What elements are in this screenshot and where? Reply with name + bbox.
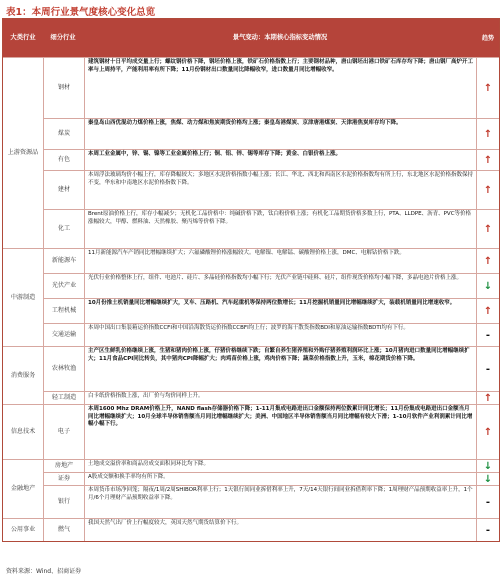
table-row — [43, 170, 499, 209]
description-cell: 我国天然气出厂价上行幅度较大，英国天然气期货结算价下行。 — [84, 519, 476, 541]
table-title: 表1：本周行业景气度核心变化总览 — [6, 7, 156, 18]
trend-arrow: ↑ — [476, 119, 499, 149]
group-upstream — [3, 57, 499, 248]
subsector-cell: 房地产 — [43, 460, 84, 472]
table-row — [43, 58, 499, 118]
trend-arrow: ↑ — [476, 150, 499, 170]
group-utilities — [3, 518, 499, 541]
trend-arrow: ↑ — [476, 210, 499, 248]
description-cell: 本周工业金属中，锌、锡、镍等工业金属价格上行；铜、铝、锌、锡等库存下降；黄金、白银价格上涨。 — [84, 150, 476, 170]
table-row — [43, 485, 499, 518]
description-cell: 本周中国出口集装箱运价指数CCFI和中国沿海散货运价指数CCBFI均上行；波罗的海干散货指数BDI和原油运输指数BDTI均有下行。 — [84, 324, 476, 346]
description-cell: 本周浮法玻璃均价小幅上行，库存降幅较大；多地区水泥价格指数小幅上涨；长江、华北、西北和西南区水泥价格指数均有所上行，东北地区水泥价格指数保持不变，华东和中南地区水泥价格指数下降。 — [84, 171, 476, 209]
subsector-cell: 轻工制造 — [43, 392, 84, 404]
description-cell: 建筑钢材十日平均成交量上行；螺纹钢价格下降，钢坯价格上涨，铁矿石价格指数上行；主要钢材品种，唐山钢坯出港口铁矿石库存均下降；唐山钢厂高炉开工率与上周持平，产能利用率有所下降；11月份钢材出口数量同比降幅收窄，进口数量月同比增幅收窄。 — [84, 58, 476, 118]
category-cell: 信息技术 — [10, 428, 36, 435]
subsector-cell: 电子 — [43, 405, 84, 459]
description-cell: 11月新能源汽车产销同比增幅继续扩大；六氟磷酸锂价格涨幅较大。电解镍、电解锰、碳酸锂价格上涨，DMC、电解钴价格下跌。 — [84, 249, 476, 273]
table-row — [43, 460, 499, 472]
description-cell: A股成交额和换手率均有所下降。 — [84, 473, 476, 485]
table-row — [43, 273, 499, 298]
trend-arrow: - — [476, 519, 499, 541]
table-row — [43, 519, 499, 541]
description-cell: 本周1600 Mhz DRAM价格上升，NAND flash存储器价格下降；1-11月集成电路进出口金额保持两位数累计同比增长；11月份集成电路进出口金额当月同比增幅继续扩大；10月全球半导体销售额当月同比增幅继续扩大；美洲、中国地区半导体销售额当月同比增幅有较大下滑；1-10月软件产业利润累计同比增幅小幅下行。 — [84, 405, 476, 459]
table-header — [3, 19, 499, 57]
description-cell: Brent原油价格上行，库存小幅减少；无机化工品价格中：纯碱价格下跌，钛白粉价格上涨；有机化工品期货价格多数上行，PTA、LLDPE、沥青、PVC等价格涨幅较大，甲醇、燃料油、天然橡胶、聚丙烯等价格下降。 — [84, 210, 476, 248]
subsector-cell: 化工 — [43, 210, 84, 248]
table-row — [43, 209, 499, 248]
table-row — [43, 347, 499, 391]
description-cell: 土地成交溢价率和商品房成交面积同环比均下降。 — [84, 460, 476, 472]
group-it — [3, 404, 499, 459]
subsector-cell: 农林牧渔 — [43, 347, 84, 391]
subsector-cell: 光伏产业 — [43, 274, 84, 298]
subsector-cell: 建材 — [43, 171, 84, 209]
description-cell: 秦皇岛山西优混动力煤价格上涨，焦煤、动力煤和焦炭期货价格均上涨；秦皇岛港煤炭、京津唐港煤炭、天津港焦炭库存均下降。 — [84, 119, 476, 149]
trend-arrow: ↑ — [476, 392, 499, 404]
table-row — [43, 298, 499, 323]
category-cell: 中游制造 — [10, 293, 36, 301]
category-cell: 消费服务 — [10, 371, 36, 379]
subsector-cell: 交通运输 — [43, 324, 84, 346]
category-cell: 上游资源品 — [7, 149, 39, 156]
trend-arrow: ↓ — [476, 473, 499, 485]
table-row — [43, 249, 499, 273]
header-category: 大类行业 — [10, 34, 36, 41]
trend-arrow: - — [476, 347, 499, 391]
trend-arrow: ↑ — [476, 171, 499, 209]
description-cell: 光伏行业价格整体上行，组件、电池片、硅片、多晶硅价格指数均小幅下行；光伏产业链中硅料、硅片，组件现货价格均小幅下降，多晶电池片价格上涨。 — [84, 274, 476, 298]
group-finance — [3, 459, 499, 518]
trend-arrow: ↑ — [476, 405, 499, 459]
trend-arrow: ↑ — [476, 58, 499, 118]
table-row — [43, 405, 499, 459]
header-trend: 趋势 — [481, 34, 494, 42]
trend-arrow: ↑ — [476, 299, 499, 323]
description-cell: 主产区生鲜乳价格继续上涨，生猪和猪肉价格上涨，仔猪价格继续下跌；自繁自养生猪养殖和外购仔猪养殖利润环比上涨；10月猪肉进口数量同比增幅继续扩大；11月食品CPI同比转负，其中猪肉CPI降幅扩大；肉鸡苗价格上涨，鸡肉价格下降；蔬菜价格指数上升，玉米，棉花期货价格下降。 — [84, 347, 476, 391]
subsector-cell: 煤炭 — [43, 119, 84, 149]
category-cell: 金融地产 — [10, 485, 36, 492]
trend-arrow: ↓ — [476, 460, 499, 472]
subsector-cell: 燃气 — [43, 519, 84, 541]
table-row — [43, 118, 499, 149]
trend-arrow: ↓ — [476, 274, 499, 298]
header-description: 景气变动：本期核心指标变动情况 — [232, 34, 328, 41]
header-subsector: 细分行业 — [50, 34, 76, 41]
table-row — [43, 149, 499, 170]
subsector-cell: 银行 — [43, 486, 84, 518]
trend-arrow: ↑ — [476, 249, 499, 273]
description-cell: 白卡纸价格指数上涨，出厂价与均价同样上升。 — [84, 392, 476, 404]
subsector-cell: 工程机械 — [43, 299, 84, 323]
source-note: 资料来源：Wind、招商证券 — [6, 568, 82, 575]
category-cell: 公用事业 — [10, 526, 36, 533]
table-row — [43, 472, 499, 485]
group-midstream — [3, 248, 499, 346]
trend-arrow: - — [476, 324, 499, 346]
subsector-cell: 钢材 — [43, 58, 84, 118]
description-cell: 10月份推土机销量同比增幅继续扩大，叉车、压路机、汽车起重机等保持两位数增长；11月挖掘机销量同比增幅继续扩大，装载机销量同比增速收窄。 — [84, 299, 476, 323]
description-cell: 本周货币市场净回笼；隔夜/1周/2周SHIBOR利率上行；1天银行间同业拆借利率上升，7天/14天银行间同业拆借利率下降；1周理财产品预期收益率上升，1个月/6个月理财产品预期收益率下降。 — [84, 486, 476, 518]
subsector-cell: 新能源车 — [43, 249, 84, 273]
table-row — [43, 391, 499, 404]
trend-arrow: - — [476, 486, 499, 518]
subsector-cell: 证券 — [43, 473, 84, 485]
group-consumer — [3, 346, 499, 404]
sector-table — [2, 18, 500, 542]
table-row — [43, 323, 499, 346]
subsector-cell: 有色 — [43, 150, 84, 170]
